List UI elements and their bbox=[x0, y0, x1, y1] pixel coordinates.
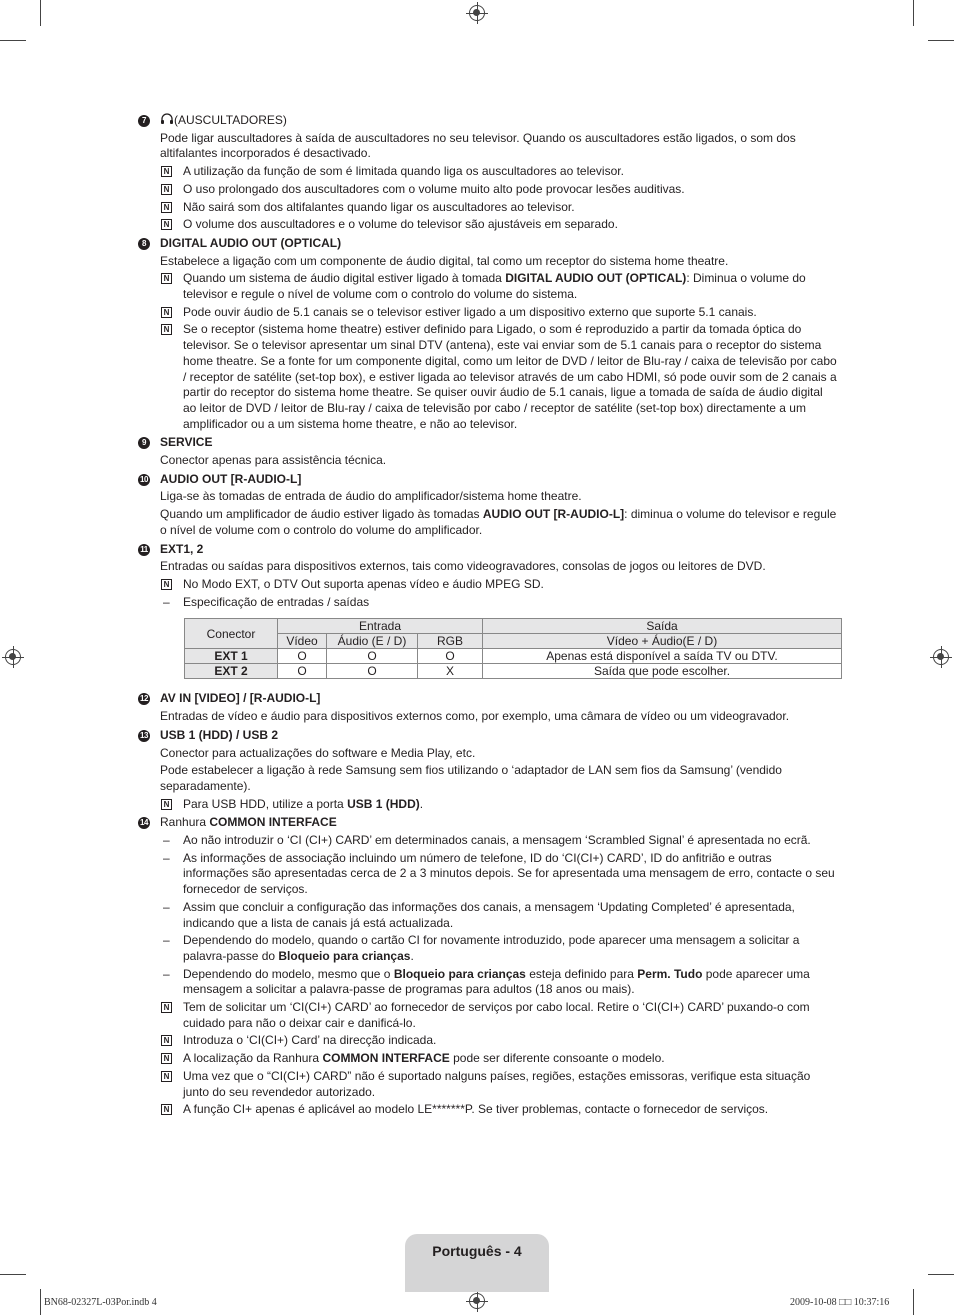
dash-item: – As informações de associação incluindo um número de telefone, ID do ‘CI(CI+) CARD’, ID do anfitrião e outras informações são apresentadas cerca de 2 a 3 minutos depois. Se for apresentada uma mensagem de erro, contacte o seu fornecedor de serviços. bbox=[163, 850, 835, 897]
note-icon: N bbox=[161, 184, 172, 195]
section-title: USB 1 (HDD) / USB 2 bbox=[160, 727, 279, 742]
dash-item: – Dependendo do modelo, quando o cartão CI for novamente introduzido, pode aparecer uma mensagem a solicitar a palavra-passe do Bloqueio para crianças. bbox=[163, 933, 800, 963]
page-number-tab bbox=[405, 1234, 549, 1292]
note: N A localização da Ranhura COMMON INTERFACE pode ser diferente consoante o modelo. bbox=[160, 1051, 838, 1067]
section-title: AUDIO OUT [R-AUDIO-L] bbox=[160, 471, 302, 486]
registration-mark-icon bbox=[5, 649, 21, 665]
io-spec-table bbox=[184, 618, 842, 679]
crop-mark bbox=[913, 0, 914, 26]
note-icon: N bbox=[161, 166, 172, 177]
page-label: Português - 4 bbox=[432, 1243, 522, 1259]
document-body bbox=[138, 110, 838, 1120]
paragraph: Quando um amplificador de áudio estiver ligado às tomadas AUDIO OUT [R-AUDIO-L]: diminua o volume do televisor e regule o nível de volume com o controlo do volume do amplificador. bbox=[160, 507, 837, 537]
section-common-interface bbox=[138, 815, 838, 1118]
paragraph: Liga-se às tomadas de entrada de áudio do amplificador/sistema home theatre. bbox=[160, 489, 582, 504]
note: N Uma vez que o “CI(CI+) CARD” não é suportado nalguns países, regiões, estações emissoras, verifique esta situação junto do seu revendedor autorizado. bbox=[160, 1069, 838, 1100]
registration-mark-icon bbox=[469, 1293, 485, 1309]
note: N Para USB HDD, utilize a porta USB 1 (HDD). bbox=[160, 797, 838, 813]
crop-mark bbox=[40, 0, 41, 26]
note: N Pode ouvir áudio de 5.1 canais se o televisor estiver ligado a um dispositivo externo que suporte 5.1 canais. bbox=[160, 305, 838, 321]
paragraph: Entradas de vídeo e áudio para dispositivos externos como, por exemplo, uma câmara de vídeo ou um videogravador. bbox=[160, 709, 790, 724]
table-header: Vídeo + Áudio(E / D) bbox=[483, 634, 842, 649]
paragraph: Conector apenas para assistência técnica. bbox=[160, 453, 387, 468]
section-usb bbox=[138, 728, 838, 813]
section-title: EXT1, 2 bbox=[160, 541, 204, 556]
section-title: AV IN [VIDEO] / [R-AUDIO-L] bbox=[160, 691, 321, 706]
section-number: 9 bbox=[138, 437, 150, 449]
table-header: Saída bbox=[483, 619, 842, 634]
section-digital-audio-out bbox=[138, 236, 838, 432]
section-title: DIGITAL AUDIO OUT (OPTICAL) bbox=[160, 235, 342, 250]
section-headphones bbox=[138, 113, 838, 233]
section-audio-out bbox=[138, 472, 838, 539]
note: N Introduza o ‘CI(CI+) Card’ na direcção indicada. bbox=[160, 1033, 838, 1049]
crop-mark bbox=[40, 1289, 41, 1315]
dash-item: – Assim que concluir a configuração das informações dos canais, a mensagem ‘Updating Completed’ é apresentada, indicando que a lista de canais já está actualizada. bbox=[163, 899, 795, 930]
section-number: 14 bbox=[138, 817, 150, 829]
table-header: Conector bbox=[185, 619, 278, 649]
crop-mark bbox=[928, 1274, 954, 1275]
note-icon: N bbox=[161, 307, 172, 318]
note-icon: N bbox=[161, 1035, 172, 1046]
section-number: 13 bbox=[138, 730, 150, 742]
crop-mark bbox=[0, 40, 26, 41]
section-number: 12 bbox=[138, 693, 150, 705]
section-av-in bbox=[138, 691, 838, 724]
section-title: Ranhura COMMON INTERFACE bbox=[160, 815, 337, 830]
note-icon: N bbox=[161, 219, 172, 230]
note-icon: N bbox=[161, 1071, 172, 1082]
note: N Não sairá som dos altifalantes quando ligar os auscultadores ao televisor. bbox=[160, 200, 838, 216]
registration-mark-icon bbox=[469, 5, 485, 21]
file-name: BN68-02327L-03Por.indb 4 bbox=[44, 1297, 157, 1308]
note-icon: N bbox=[161, 579, 172, 590]
section-service bbox=[138, 435, 838, 468]
note: N O uso prolongado dos auscultadores com o volume muito alto pode provocar lesões auditivas. bbox=[160, 182, 838, 198]
paragraph: Entradas ou saídas para dispositivos externos, tais como videogravadores, consolas de jogos ou leitores de DVD. bbox=[160, 559, 766, 574]
paragraph: Conector para actualizações do software e Media Play, etc. bbox=[160, 745, 476, 760]
table-header: Áudio (E / D) bbox=[327, 634, 418, 649]
note: N Tem de solicitar um ‘CI(CI+) CARD’ ao fornecedor de serviços por cabo local. Retire o ‘CI(CI+) CARD’ puxando-o com cuidado para não o deixar cair e danificá-lo. bbox=[160, 1000, 838, 1031]
note: N Se o receptor (sistema home theatre) estiver definido para Ligado, o som é reproduzido a partir da tomada óptica do televisor. Se o televisor apresentar um sinal DTV (antena), este vai enviar som de 5.1 canais para o receptor do sistema home theatre. Se a fonte for um componente digital, como um leitor de DVD / leitor de Blu-ray / caixa de televisão por cabo / receptor de satélite (set-top box), e estiver ligada ao televisor através de um cabo HDMI, só pode ouvir som de 2 canais a partir do receptor do sistema home theatre. Se quiser ouvir áudio de 5.1 canais, ligue a tomada de saída de áudio digital ao leitor de DVD / leitor de Blu-ray / caixa de televisão por cabo / receptor de satélite (set-top box) directamente a um amplificador ou a um sistema home theatre, e não ao televisor. bbox=[160, 322, 838, 432]
table-header: RGB bbox=[418, 634, 483, 649]
crop-mark bbox=[913, 1289, 914, 1315]
headphones-icon bbox=[160, 113, 174, 125]
note: N A função CI+ apenas é aplicável ao modelo LE*******P. Se tiver problemas, contacte o fornecedor de serviços. bbox=[160, 1102, 838, 1118]
crop-mark bbox=[928, 40, 954, 41]
section-number: 7 bbox=[138, 115, 150, 127]
paragraph: Pode ligar auscultadores à saída de auscultadores no seu televisor. Quando os auscultadores estão ligados, o som dos altifalantes incorporados é desactivado. bbox=[160, 130, 796, 161]
dash-item: – Ao não introduzir o ‘CI (CI+) CARD’ em determinados canais, a mensagem ‘Scrambled Signal’ é apresentada no ecrã. bbox=[163, 833, 811, 848]
note-icon: N bbox=[161, 202, 172, 213]
dash-item: – Especificação de entradas / saídas bbox=[163, 594, 370, 609]
print-date: 2009-10-08 □□ 10:37:16 bbox=[790, 1297, 890, 1308]
note-icon: N bbox=[161, 1002, 172, 1013]
section-number: 10 bbox=[138, 474, 150, 486]
paragraph: Pode estabelecer a ligação à rede Samsung sem fios utilizando o ‘adaptador de LAN sem fios da Samsung’ (vendido separadamente). bbox=[160, 763, 782, 793]
crop-mark bbox=[0, 1274, 26, 1275]
note: N No Modo EXT, o DTV Out suporta apenas vídeo e áudio MPEG SD. bbox=[160, 577, 838, 593]
section-title: (AUSCULTADORES) bbox=[160, 113, 838, 129]
note-icon: N bbox=[161, 1104, 172, 1115]
section-title: SERVICE bbox=[160, 435, 213, 450]
note: N Quando um sistema de áudio digital estiver ligado à tomada DIGITAL AUDIO OUT (OPTICAL): Diminua o volume do televisor e regule o nível de volume com o controlo do volume do sistema. bbox=[160, 271, 838, 302]
note: N A utilização da função de som é limitada quando liga os auscultadores ao televisor. bbox=[160, 164, 838, 180]
table-row: EXT 1 O O O Apenas está disponível a saída TV ou DTV. bbox=[185, 649, 842, 664]
section-number: 11 bbox=[138, 544, 150, 556]
note-icon: N bbox=[161, 324, 172, 335]
registration-mark-icon bbox=[933, 649, 949, 665]
table-header: Vídeo bbox=[278, 634, 327, 649]
note-icon: N bbox=[161, 273, 172, 284]
note-icon: N bbox=[161, 1053, 172, 1064]
table-row: EXT 2 O O X Saída que pode escolher. bbox=[185, 664, 842, 679]
paragraph: Estabelece a ligação com um componente de áudio digital, tal como um receptor do sistema home theatre. bbox=[160, 253, 729, 268]
table-header: Entrada bbox=[278, 619, 483, 634]
dash-item: – Dependendo do modelo, mesmo que o Bloqueio para crianças esteja definido para Perm. Tudo pode aparecer uma mensagem a solicitar a palavra-passe de programas para adultos (18 anos ou mais). bbox=[163, 966, 810, 997]
section-number: 8 bbox=[138, 238, 150, 250]
note: N O volume dos auscultadores e o volume do televisor são ajustáveis em separado. bbox=[160, 217, 838, 233]
section-ext bbox=[138, 542, 838, 680]
note-icon: N bbox=[161, 799, 172, 810]
